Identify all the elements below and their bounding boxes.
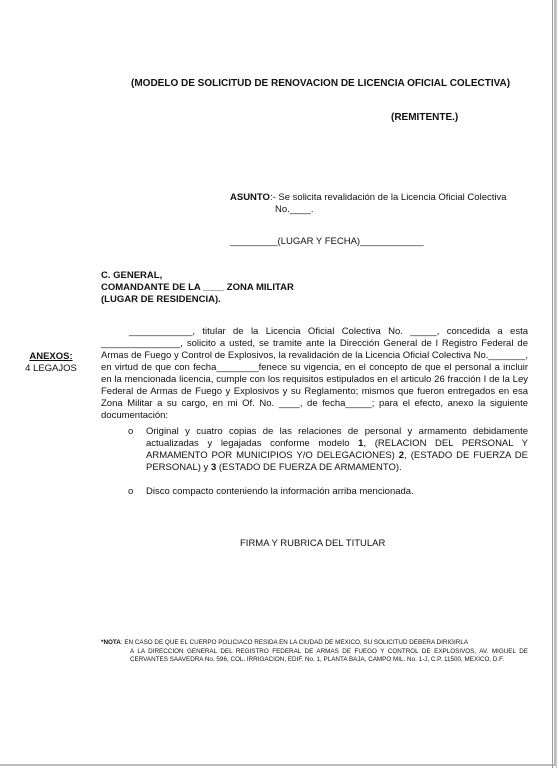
- list-item: o Original y cuatro copias de las relaciones de personal y armamento debidamente actualizadas y legajadas conforme modelo 1, (RELACION DEL PERSONAL Y ARMAMENTO POR MUNICIPIOS Y/O DELEGACIONES) 2, (ESTADO DE FUERZA DE PERSONAL) y 3 (ESTADO DE FUERZA DE ARMAMENTO).: [128, 426, 528, 473]
- subject-text: :- Se solicita revalidación de la Licencia Oficial Colectiva: [269, 192, 507, 203]
- subject-license-number: No.____.: [275, 204, 314, 215]
- annexes-note: [22, 351, 80, 375]
- footnote-first-line: : EN CASO DE QUE EL CUERPO POLICIACO RESIDA EN LA CIUDAD DE MEXICO, SU SOLICITUD DEBERA DIRIGIRLA: [120, 639, 469, 646]
- bullet-icon: o: [128, 486, 134, 497]
- document-title: (MODELO DE SOLICITUD DE RENOVACION DE LICENCIA OFICIAL COLECTIVA): [131, 78, 511, 89]
- footnote-rest: A LA DIRECCION GENERAL DEL REGISTRO FEDERAL DE ARMAS DE FUEGO Y CONTROL DE EXPLOSIVOS, AV. MIGUEL DE CERVANTES SAAVEDRA No. 596, COL. IRRIGACION, EDIF. No. 1, PLANTA BAJA, CAMPO MIL. No. 1-J, C.P. 11500, MEXICO, D.F.: [130, 647, 528, 664]
- footnote: [101, 639, 528, 665]
- annexes-value: 4 LEGAJOS: [25, 363, 77, 374]
- page-edge-line-outer: [556, 0, 557, 768]
- addressee-block: [101, 270, 294, 306]
- signature-line: FIRMA Y RUBRICA DEL TITULAR: [240, 538, 386, 549]
- bullet-icon: o: [128, 426, 134, 437]
- place-date-line: _________(LUGAR Y FECHA)____________: [230, 236, 424, 247]
- footnote-label: *NOTA: [101, 639, 121, 646]
- body-paragraph: [101, 326, 528, 422]
- subject-label: ASUNTO: [230, 192, 270, 203]
- attachment-list: [128, 426, 528, 510]
- addressee-line-2: COMANDANTE DE LA ____ ZONA MILITAR: [101, 282, 294, 293]
- subject-block: [230, 192, 528, 216]
- sender-placeholder: (REMITENTE.): [391, 112, 459, 123]
- page-edge-line: [552, 0, 553, 768]
- addressee-line-1: C. GENERAL,: [101, 270, 163, 281]
- list-item: o Disco compacto conteniendo la información arriba mencionada.: [128, 486, 414, 497]
- addressee-line-3: (LUGAR DE RESIDENCIA).: [101, 294, 221, 305]
- body-text: ____________, titular de la Licencia Oficial Colectiva No. _____, concedida a esta _______________, solicito a usted, se tramite ante la Dirección General de l Registro Federal de Armas de Fuego y Control de Explosivos, la revalidación de la Licencia Oficial Colectiva No._______, en virtud de que con fecha________fenece su vigencia, en el concepto de que el personal a incluir en la mencionada licencia, cumple con los requisitos estipulados en el articulo 26 fracción I de la Ley Federal de Armas de Fuego y Explosivos y su Reglamento; mismos que fueron entregados en esa Zona Militar a su cargo, en mi Of. No. ____, de fecha_____; para el efecto, anexo la siguiente documentación:: [101, 326, 528, 421]
- annexes-label: ANEXOS:: [29, 351, 73, 362]
